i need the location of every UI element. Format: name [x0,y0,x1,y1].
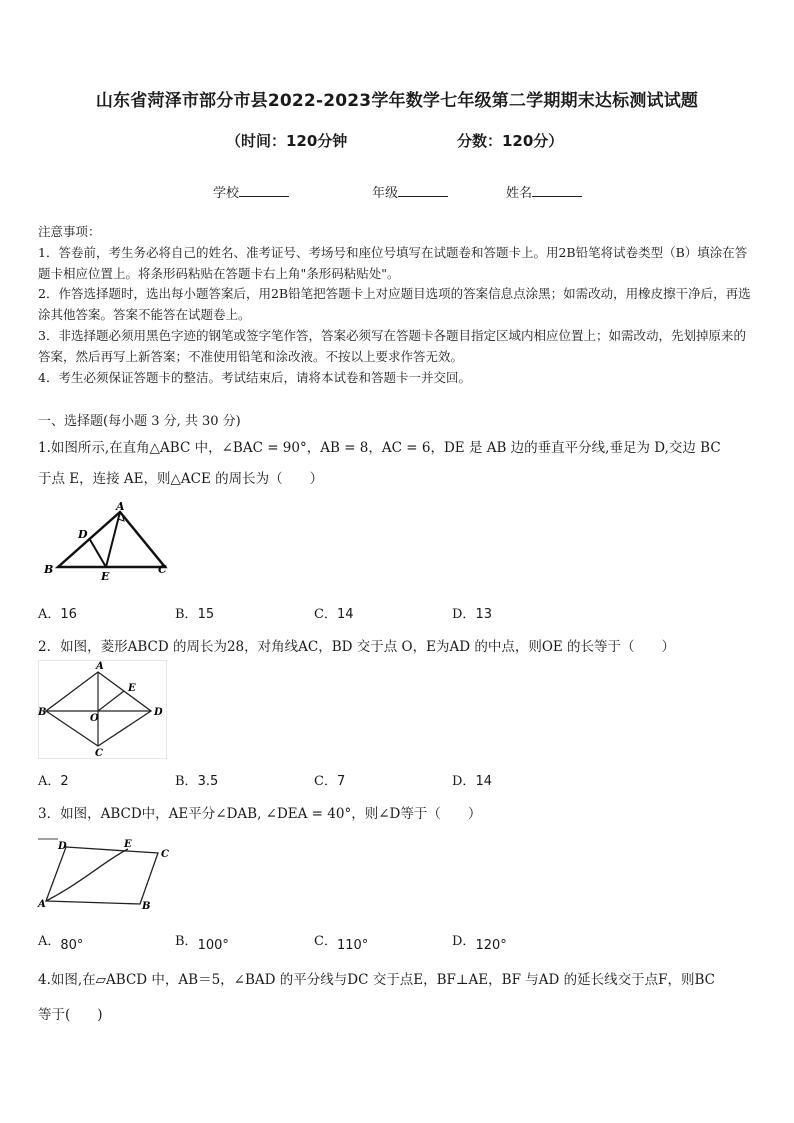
question-2-line1: 2．如图，菱形ABCD 的周长为28，对角线AC，BD 交于点 O，E为AD 的中点，则OE 的长等于（ ） [38,639,676,655]
segment-ae [46,849,128,901]
label-c: C [95,748,103,759]
q2-option-d: D．14 [452,774,492,789]
label-c: C [158,563,167,576]
question-4-line2: 等于( ) [38,1007,103,1023]
exam-score: 分数：120分） [457,132,564,150]
question-1-figure [38,500,178,585]
label-e: E [124,839,132,850]
q3-option-c: C．110° [314,934,369,953]
question-3-line1: 3．如图，ABCD中，AE平分∠DAB, ∠DEA = 40°，则∠D等于（ ） [38,806,482,822]
label-a: A [96,661,104,672]
label-e: E [101,570,110,583]
notice-item-3: 3．非选择题必须用黑色字迹的钢笔或签字笔作答，答案必须写在答题卡各题目指定区域内相应位置上；如需改动，先划掉原来的答案，然后再写上新答案；不准使用铅笔和涂改液。不按以上要求作答无效。 [38,328,746,364]
notice-item-2: 2．作答选择题时，选出每小题答案后，用2B铅笔把答题卡上对应题目选项的答案信息点涂黑；如需改动，用橡皮擦干净后，再选涂其他答案。答案不能答在试题卷上。 [38,286,751,322]
question-2-figure [38,660,168,760]
segment-de [89,538,106,567]
q2-option-c: C．7 [314,774,346,789]
notice-title: 注意事项： [38,224,101,239]
label-a: A [116,500,125,513]
question-1-line1: 1.如图所示,在直角△ABC 中，∠BAC = 90°，AB = 8，AC = 6，DE 是 AB 边的垂直平分线,垂足为 D,交边 BC [38,440,721,456]
label-a: A [38,899,46,910]
parallelogram-abcd [46,847,158,904]
label-d: D [154,707,163,718]
segment-oe [98,691,124,711]
question-1-line2: 于点 E，连接 AE，则△ACE 的周长为（ ） [38,471,324,487]
notice-item-4: 4．考生必须保证答题卡的整洁。考试结束后，请将本试卷和答题卡一并交回。 [38,370,471,385]
exam-title: 山东省菏泽市部分市县2022-2023学年数学七年级第二学期期末达标测试试题 [95,91,699,111]
question-3-figure [36,835,181,915]
school-blank [239,184,289,197]
label-b: B [44,563,54,576]
notice-item-1: 1．答卷前，考生务必将自己的姓名、准考证号、考场号和座位号填写在试题卷和答题卡上。用2B铅笔将试卷类型（B）填涂在答题卡相应位置上。将条形码粘贴在答题卡右上角"条形码粘贴处"。 [38,245,748,281]
label-c: C [161,849,169,860]
name-blank [532,184,582,197]
q1-option-b: B．15 [175,607,215,622]
q1-option-d: D．13 [452,607,492,622]
label-b: B [142,901,151,912]
grade-blank [398,184,448,197]
exam-time: （时间：120分钟 [226,132,348,150]
grade-field [372,182,448,201]
segment-ae [106,512,120,567]
q2-option-a: A．2 [38,774,69,789]
q3-option-b: B．100° [175,934,229,953]
name-label: 姓名 [506,186,533,201]
label-e: E [128,683,136,694]
q1-option-a: A．16 [38,607,77,622]
label-o: O [90,713,99,724]
question-4-line1: 4.如图,在▱ABCD 中，AB＝5，∠BAD 的平分线与DC 交于点E，BF⊥AE，BF 与AD 的延长线交于点F，则BC [38,972,715,988]
q3-option-d: D．120° [452,934,507,953]
name-field [506,182,582,201]
grade-label: 年级 [372,186,399,201]
q3-option-a: A．80° [38,934,84,953]
school-label: 学校 [213,186,240,201]
q1-option-c: C．14 [314,607,354,622]
label-d: D [78,528,88,541]
section-heading: 一、选择题(每小题 3 分, 共 30 分) [38,414,241,429]
q2-option-b: B．3.5 [175,774,219,789]
label-d: D [58,841,67,852]
school-field [213,182,289,201]
label-b: B [38,707,47,718]
triangle-abc [58,512,165,567]
